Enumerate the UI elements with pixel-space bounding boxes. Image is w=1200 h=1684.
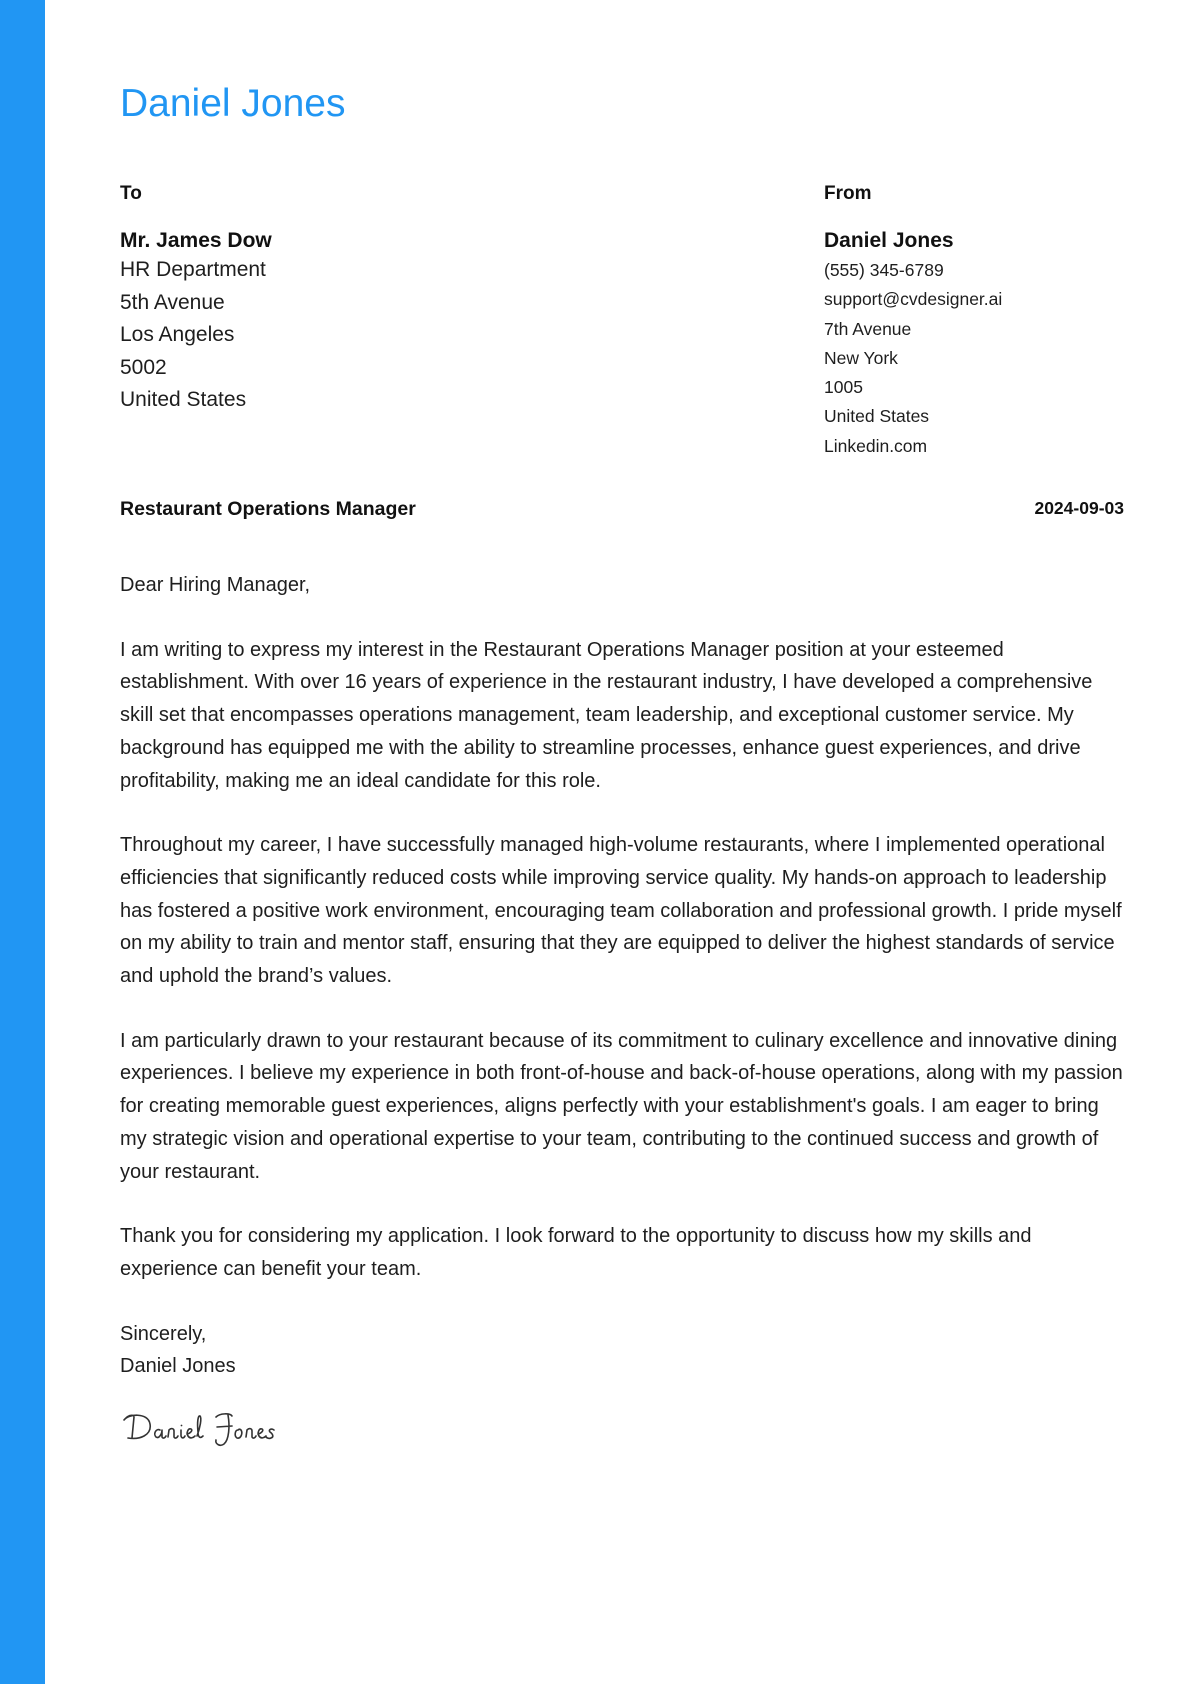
- recipient-name: Mr. James Dow: [120, 229, 272, 252]
- sender-label: From: [824, 183, 872, 204]
- recipient-street: 5th Avenue: [120, 290, 225, 314]
- applicant-name-heading: Daniel Jones: [120, 82, 346, 125]
- sender-contact-list: [824, 256, 1124, 461]
- body-paragraph: Throughout my career, I have successfully managed high-volume restaurants, where I implemented operational efficiencies that significantly reduced costs while improving service quality. My hands-on approach to leadership has fostered a positive work environment, encouraging team collaboration and professional growth. I pride myself on my ability to train and mentor staff, ensuring that they are equipped to deliver the highest standards of service and uphold the brand’s values.: [120, 834, 1122, 988]
- recipient-block: [120, 182, 620, 417]
- cover-letter-page: [120, 0, 1124, 1684]
- job-title: Restaurant Operations Manager: [120, 498, 416, 520]
- body-paragraph: I am writing to express my interest in the Restaurant Operations Manager position at your esteemed establishment. With over 16 years of experience in the restaurant industry, I have developed a comprehensive skill set that encompasses operations management, team leadership, and exceptional customer service. My background has equipped me with the ability to streamline processes, enhance guest experiences, and drive profitability, making me an ideal candidate for this role.: [120, 638, 1093, 792]
- recipient-country: United States: [120, 388, 247, 411]
- recipient-postal-code: 5002: [120, 355, 167, 379]
- letter-date: 2024-09-03: [1034, 498, 1124, 518]
- sender-block: [824, 182, 1124, 461]
- salutation: Dear Hiring Manager,: [120, 574, 311, 596]
- sender-linkedin: Linkedin.com: [824, 435, 928, 456]
- handwritten-signature: [120, 1402, 420, 1452]
- recipient-city: Los Angeles: [120, 323, 235, 346]
- recipient-department: HR Department: [120, 258, 266, 281]
- closing-block: [120, 1318, 1124, 1383]
- subject-row: [120, 496, 1124, 522]
- sender-country: United States: [824, 406, 930, 427]
- sender-phone: (555) 345-6789: [824, 260, 944, 280]
- body-paragraph: I am particularly drawn to your restaurant because of its commitment to culinary excellence and innovative dining experiences. I believe my experience in both front-of-house and back-of-house operations, along with my passion for creating memorable guest experiences, aligns perfectly with your establishment's goals. I am eager to bring my strategic vision and operational expertise to your team, contributing to the continued success and growth of your restaurant.: [120, 1029, 1123, 1183]
- sender-street: 7th Avenue: [824, 318, 912, 339]
- sender-name: Daniel Jones: [824, 229, 954, 252]
- body-paragraph: Thank you for considering my application. I look forward to the opportunity to discuss how my skills and experience can benefit your team.: [120, 1225, 1032, 1280]
- sender-city: New York: [824, 347, 898, 368]
- closing-phrase: Sincerely,: [120, 1322, 207, 1345]
- sender-postal-code: 1005: [824, 377, 863, 398]
- signature-image: [120, 1402, 280, 1452]
- letter-body: [120, 569, 1124, 1383]
- signoff-name: Daniel Jones: [120, 1355, 236, 1378]
- sender-email: support@cvdesigner.ai: [824, 289, 1003, 310]
- recipient-label: To: [120, 183, 142, 204]
- accent-sidebar: [0, 0, 45, 1684]
